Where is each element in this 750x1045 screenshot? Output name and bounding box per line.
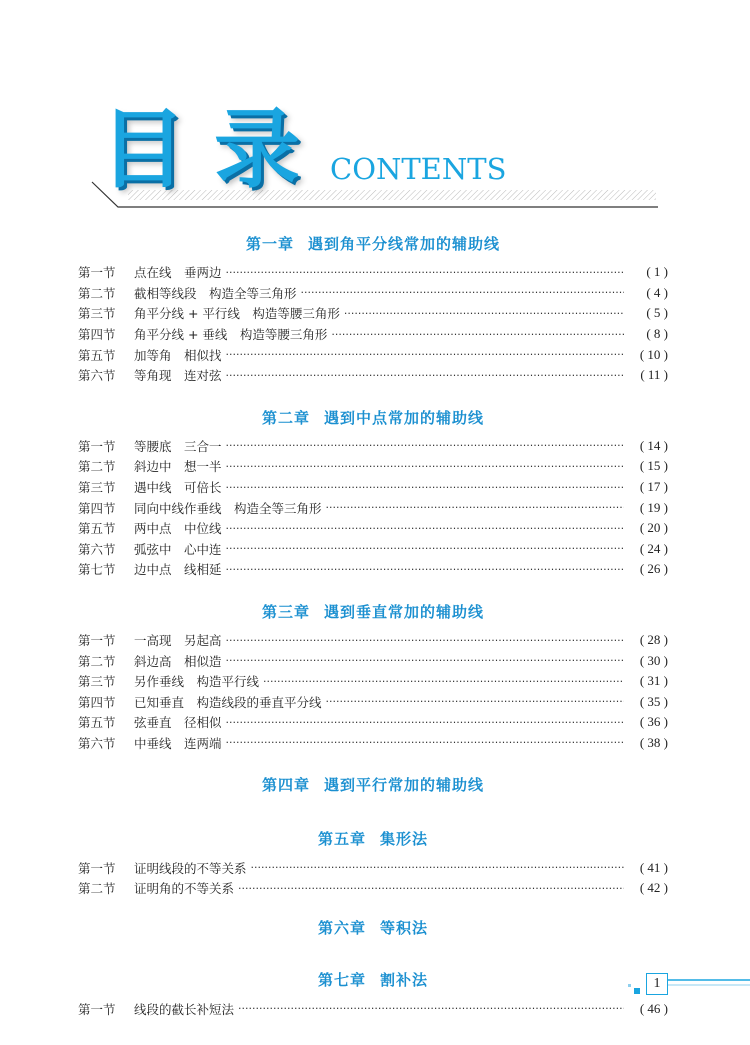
chapter-name: 割补法 [380, 971, 429, 990]
page-title: 目录 [100, 100, 328, 200]
dot-leader [226, 481, 624, 494]
section-number: 第三节 [78, 480, 116, 496]
chapter-number: 第四章 [261, 776, 310, 795]
section-number: 第四节 [78, 500, 116, 516]
dot-leader [251, 861, 624, 874]
section-page-number: ( 4 ) [646, 284, 668, 300]
section-title: 证明角的不等关系 [134, 881, 235, 897]
chapter-heading[interactable] [78, 821, 668, 857]
chapter-heading[interactable] [78, 400, 668, 436]
footer-decoration [0, 960, 750, 1000]
section-title: 线段的截长补短法 [134, 1001, 235, 1017]
section-page-number: ( 19 ) [639, 499, 668, 515]
dot-leader [301, 286, 624, 299]
toc-entry[interactable] [78, 303, 668, 324]
section-number: 第二节 [78, 285, 116, 301]
toc-entry[interactable] [78, 477, 668, 498]
section-title: 斜边中 想一半 [134, 459, 222, 475]
section-number: 第六节 [78, 735, 116, 751]
chapter-heading[interactable] [78, 767, 668, 803]
section-page-number: ( 17 ) [639, 479, 668, 495]
section-number: 第一节 [78, 860, 116, 876]
chapter-spacer [78, 803, 668, 821]
chapter-number: 第七章 [317, 971, 366, 990]
chapter-name: 遇到角平分线常加的辅助线 [308, 235, 501, 253]
section-page-number: ( 36 ) [639, 714, 668, 730]
section-title: 点在线 垂两边 [134, 265, 222, 281]
section-page-number: ( 11 ) [640, 367, 668, 383]
toc-entry[interactable] [78, 365, 668, 386]
dot-leader [226, 439, 624, 452]
chapter-name: 等积法 [380, 919, 429, 938]
toc-entry[interactable] [78, 497, 668, 518]
toc-entry[interactable] [78, 671, 668, 692]
section-title: 斜边高 相似造 [134, 653, 222, 669]
section-page-number: ( 8 ) [646, 326, 668, 342]
toc-entry[interactable] [78, 712, 668, 733]
section-page-number: ( 20 ) [639, 520, 668, 536]
dot-leader [226, 348, 624, 361]
section-number: 第五节 [78, 521, 116, 537]
toc-entry[interactable] [78, 283, 668, 304]
chapter-name: 遇到垂直常加的辅助线 [324, 602, 485, 621]
dot-leader [344, 307, 624, 320]
chapter-heading[interactable] [78, 910, 668, 946]
toc-entry[interactable] [78, 456, 668, 477]
page-subtitle: CONTENTS [330, 152, 507, 186]
section-page-number: ( 30 ) [639, 652, 668, 668]
toc-entry[interactable] [78, 857, 668, 878]
chapter-spacer [78, 753, 668, 767]
section-number: 第一节 [78, 265, 116, 281]
section-page-number: ( 46 ) [639, 1000, 668, 1016]
section-page-number: ( 24 ) [639, 540, 668, 556]
dot-leader [263, 675, 624, 688]
page-number: 1 [646, 973, 668, 995]
chapter-name: 遇到中点常加的辅助线 [324, 408, 485, 427]
section-title: 边中点 线相延 [134, 562, 222, 578]
chapter-name: 集形法 [380, 830, 429, 849]
section-number: 第五节 [78, 347, 116, 363]
toc-entry[interactable] [78, 630, 668, 651]
dot-leader [226, 369, 624, 382]
section-number: 第五节 [78, 715, 116, 731]
section-page-number: ( 31 ) [639, 673, 668, 689]
dot-leader [226, 522, 624, 535]
section-title: 等腰底 三合一 [134, 438, 222, 454]
dot-leader [238, 882, 624, 895]
toc-entry[interactable] [78, 692, 668, 713]
section-title: 两中点 中位线 [134, 521, 222, 537]
page-footer [0, 960, 750, 1000]
section-title: 已知垂直 构造线段的垂直平分线 [134, 694, 322, 710]
section-page-number: ( 35 ) [639, 693, 668, 709]
section-number: 第一节 [78, 438, 116, 454]
section-number: 第二节 [78, 653, 116, 669]
section-title: 同向中线作垂线 构造全等三角形 [134, 500, 322, 516]
section-page-number: ( 14 ) [639, 437, 668, 453]
section-number: 第六节 [78, 368, 116, 384]
dot-leader [226, 716, 624, 729]
section-title: 等角现 连对弦 [134, 368, 222, 384]
toc-entry[interactable] [78, 436, 668, 457]
dot-leader [326, 501, 624, 514]
toc-entry[interactable] [78, 262, 668, 283]
section-page-number: ( 41 ) [639, 859, 668, 875]
section-number: 第三节 [78, 674, 116, 690]
section-title: 角平分线 + 平行线 构造等腰三角形 [134, 306, 340, 322]
toc-entry[interactable] [78, 559, 668, 580]
section-number: 第一节 [78, 1001, 116, 1017]
section-page-number: ( 26 ) [639, 561, 668, 577]
section-page-number: ( 42 ) [639, 880, 668, 896]
section-page-number: ( 15 ) [639, 458, 668, 474]
section-title: 弦垂直 径相似 [134, 715, 222, 731]
chapter-name: 遇到平行常加的辅助线 [324, 776, 485, 795]
toc-entry[interactable] [78, 324, 668, 345]
toc-entry[interactable] [78, 878, 668, 899]
chapter-spacer [78, 898, 668, 910]
chapter-number: 第五章 [317, 830, 366, 849]
section-number: 第四节 [78, 327, 116, 343]
chapter-number: 第一章 [245, 235, 294, 253]
toc-entry[interactable] [78, 650, 668, 671]
section-title: 角平分线 + 垂线 构造等腰三角形 [134, 327, 328, 343]
section-number: 第四节 [78, 694, 116, 710]
section-title: 中垂线 连两端 [134, 735, 222, 751]
toc-entry[interactable] [78, 344, 668, 365]
section-number: 第二节 [78, 459, 116, 475]
toc-entry[interactable] [78, 518, 668, 539]
chapter-spacer [78, 580, 668, 594]
section-number: 第一节 [78, 633, 116, 649]
section-number: 第七节 [78, 562, 116, 578]
dot-leader [331, 328, 624, 341]
section-number: 第二节 [78, 881, 116, 897]
dot-leader [226, 563, 624, 576]
section-title: 一高现 另起高 [134, 633, 222, 649]
chapter-number: 第六章 [317, 919, 366, 938]
dot-leader [238, 1002, 624, 1015]
chapter-heading[interactable] [78, 226, 668, 262]
section-number: 第三节 [78, 306, 116, 322]
toc-entry[interactable] [78, 733, 668, 754]
section-title: 证明线段的不等关系 [134, 860, 247, 876]
chapter-spacer [78, 386, 668, 400]
dot-leader [226, 634, 624, 647]
section-title: 加等角 相似找 [134, 347, 222, 363]
toc-entry[interactable] [78, 539, 668, 560]
section-page-number: ( 38 ) [639, 734, 668, 750]
dot-leader [226, 460, 624, 473]
section-page-number: ( 28 ) [639, 632, 668, 648]
chapter-heading[interactable] [78, 594, 668, 630]
section-title: 截相等线段 构造全等三角形 [134, 285, 297, 301]
section-page-number: ( 5 ) [646, 305, 668, 321]
table-of-contents [78, 226, 668, 1019]
dot-leader [226, 736, 624, 749]
chapter-number: 第二章 [261, 408, 310, 427]
section-page-number: ( 1 ) [646, 264, 668, 280]
section-number: 第六节 [78, 541, 116, 557]
dot-leader [226, 654, 624, 667]
dot-leader [226, 266, 624, 279]
dot-leader [226, 542, 624, 555]
section-title: 遇中线 可倍长 [134, 480, 222, 496]
toc-entry[interactable] [78, 998, 668, 1019]
section-page-number: ( 10 ) [639, 346, 668, 362]
page-header [0, 0, 750, 215]
section-title: 另作垂线 构造平行线 [134, 674, 260, 690]
dot-leader [326, 695, 624, 708]
section-title: 弧弦中 心中连 [134, 541, 222, 557]
chapter-number: 第三章 [261, 602, 310, 621]
